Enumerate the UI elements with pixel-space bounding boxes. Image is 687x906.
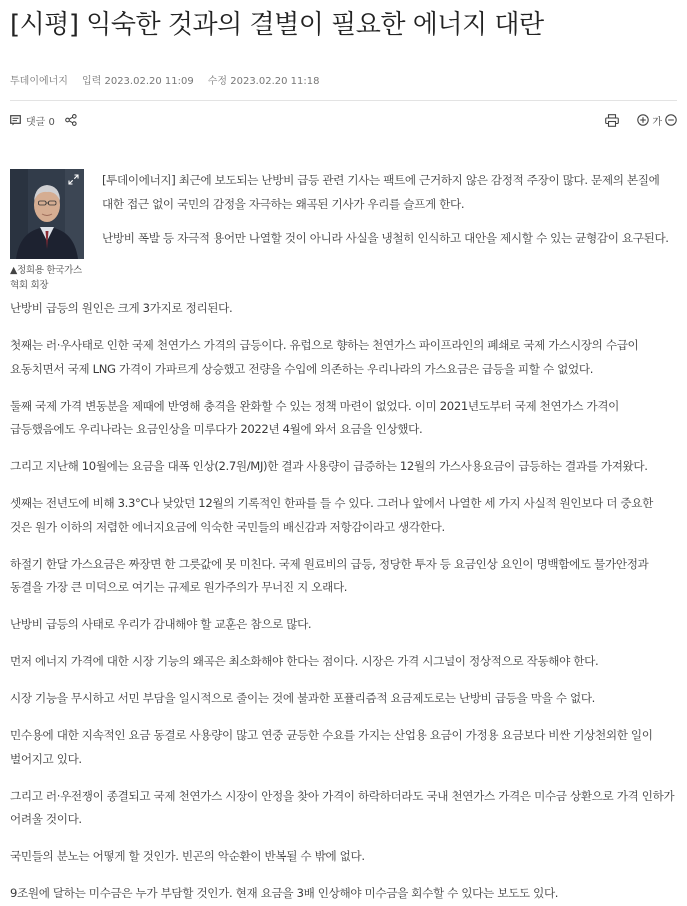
- article-source: 투데이에너지: [10, 76, 68, 87]
- article-meta: [10, 72, 677, 86]
- modified-date: 수정 2023.02.20 11:18: [207, 76, 320, 87]
- paragraph: 국민들의 분노는 어떻게 할 것인가. 빈곤의 악순환이 반복될 수 밖에 없다.: [10, 849, 365, 863]
- paragraph: 난방비 폭발 등 자극적 용어만 나열할 것이 아니라 사실을 냉철히 인식하고 대안을 제시할 수 있는 균형감이 요구된다.: [102, 230, 669, 245]
- photo-caption: ▲정희용 한국가스혁회 회장: [10, 265, 82, 291]
- font-size-label: 가: [652, 116, 662, 128]
- article-body: [10, 169, 677, 906]
- paragraph: 그리고 지난해 10월에는 요금을 대폭 인상(2.7원/MJ)한 결과 사용량이 급증하는 12월의 가스사용요금이 급등하는 결과를 가져왔다.: [10, 459, 648, 473]
- font-size-control: [637, 113, 677, 128]
- paragraph: 하절기 한달 가스요금은 짜장면 한 그릇값에 못 미친다. 국제 원료비의 급등, 정당한 투자 등 요금인상 요인이 명백함에도 물가안정과 동결을 가장 큰 미덕으로 여기는 규제로 원가주의가 무너진 지 오래다.: [10, 556, 649, 594]
- paragraph: 시장 기능을 무시하고 서민 부담을 일시적으로 줄이는 것에 불과한 포퓰리즘적 요금제도로는 난방비 급등을 막을 수 없다.: [10, 691, 595, 705]
- paragraph: 그리고 러·우전쟁이 종결되고 국제 천연가스 시장이 안정을 찾아 가격이 하락하더라도 국내 천연가스 가격은 미수금 상환으로 가격 인하가 어려울 것이다.: [10, 788, 675, 826]
- article-toolbar: [10, 105, 677, 135]
- article-title: [시평] 익숙한 것과의 결별이 필요한 에너지 대란: [10, 10, 544, 40]
- share-icon[interactable]: [65, 114, 77, 126]
- paragraph: 9조원에 달하는 미수금은 누가 부담할 것인가. 현재 요금을 3배 인상해야 미수금을 회수할 수 있다는 보도도 있다.: [10, 886, 559, 900]
- paragraph: 셋째는 전년도에 비해 3.3°C나 낮았던 12월의 기록적인 한파를 들 수 있다. 그러나 앞에서 나열한 세 가지 사실적 원인보다 더 중요한 것은 원가 이하의 저렴한 에너지요금에 익숙한 국민들의 배신감과 저항감이라고 생각한다.: [10, 496, 653, 534]
- paragraph: 민수용에 대한 지속적인 요금 동결로 사용량이 많고 연중 균등한 수요를 가지는 산업용 요금이 가정용 요금보다 비싼 기상천외한 일이 벌어지고 있다.: [10, 728, 653, 766]
- author-photo-block: [10, 169, 88, 293]
- paragraph: 난방비 급등의 사태로 우리가 감내해야 할 교훈은 참으로 많다.: [10, 617, 312, 631]
- author-photo[interactable]: [10, 169, 84, 259]
- paragraph: 첫째는 러·우사태로 인한 국제 천연가스 가격의 급등이다. 유럽으로 향하는 천연가스 파이프라인의 폐쇄로 국제 가스시장의 수급이 요동치면서 국제 LNG 가격이 가파르게 상승했고 전량을 수입에 의존하는 우리나라의 가스요금은 급등을 피할 수 없었다.: [10, 338, 639, 376]
- font-increase-icon[interactable]: [637, 114, 649, 126]
- paragraph: 난방비 급등의 원인은 크게 3가지로 정리된다.: [10, 301, 233, 315]
- paragraph: 먼저 에너지 가격에 대한 시장 기능의 왜곡은 최소화해야 한다는 점이다. 시장은 가격 시그널이 정상적으로 작동해야 한다.: [10, 654, 599, 668]
- comment-count-label: 댓글 0: [26, 116, 55, 128]
- comment-button[interactable]: [10, 113, 55, 128]
- paragraph: 둘째 국제 가격 변동분을 제때에 반영해 충격을 완화할 수 있는 정책 마련이 없었다. 이미 2021년도부터 국제 천연가스 가격이 급등했음에도 우리나라는 요금인상을 미루다가 2022년 4월에 와서 요금을 인상했다.: [10, 398, 619, 436]
- published-date: 입력 2023.02.20 11:09: [81, 76, 194, 87]
- font-decrease-icon[interactable]: [665, 114, 677, 126]
- paragraph: [투데이에너지] 최근에 보도되는 난방비 급등 관련 기사는 팩트에 근거하지 않은 감정적 주장이 많다. 문제의 본질에 대한 접근 없이 국민의 감정을 자극하는 왜곡된 기사가 우리를 슬프게 한다.: [102, 173, 660, 211]
- expand-icon[interactable]: [68, 174, 79, 185]
- divider: [10, 100, 677, 101]
- comment-icon: [10, 115, 21, 126]
- print-icon[interactable]: [605, 114, 619, 127]
